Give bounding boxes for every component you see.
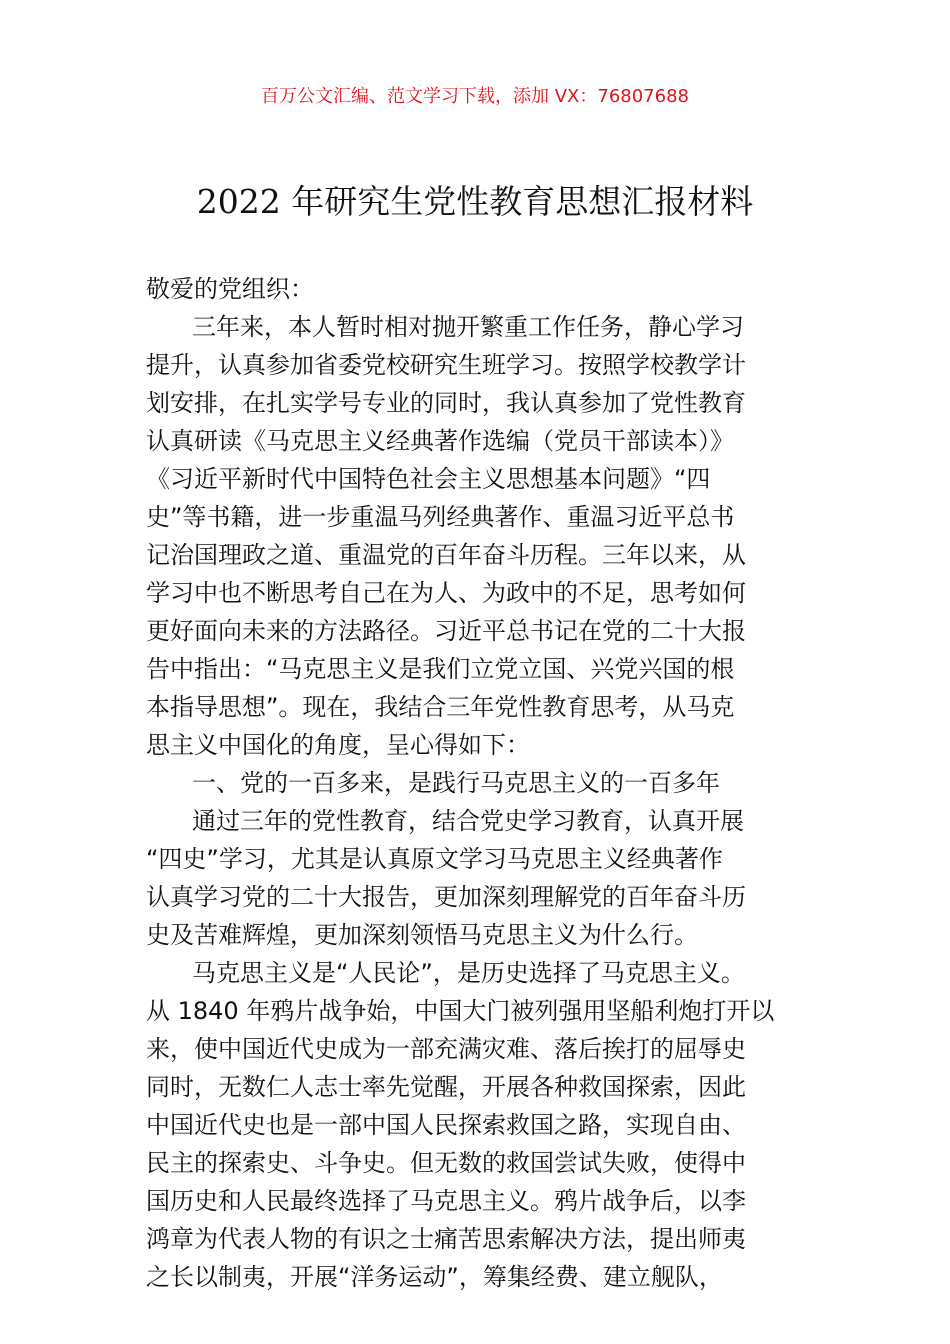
section-heading: 一、党的一百多来，是践行马克思主义的一百多年: [192, 769, 720, 797]
paragraph-line: 国历史和人民最终选择了马克思主义。鸦片战争后，以李: [146, 1187, 746, 1215]
paragraph-line: 学习中也不断思考自己在为人、为政中的不足，思考如何: [146, 579, 746, 607]
paragraph-line: 三年来，本人暂时相对抛开繁重工作任务，静心学习: [192, 313, 744, 341]
document-title: 2022 年研究生党性教育思想汇报材料: [196, 182, 754, 221]
paragraph-line: 通过三年的党性教育，结合党史学习教育，认真开展: [192, 807, 744, 835]
paragraph-line: 马克思主义是“人民论”，是历史选择了马克思主义。: [192, 959, 745, 987]
paragraph-line: 记治国理政之道、重温党的百年奋斗历程。三年以来，从: [146, 541, 746, 569]
paragraph-line: 来，使中国近代史成为一部充满灾难、落后挨打的屈辱史: [146, 1035, 746, 1063]
paragraph-line: 鸿章为代表人物的有识之士痛苦思索解决方法，提出师夷: [146, 1225, 746, 1253]
paragraph-line: 认真学习党的二十大报告，更加深刻理解党的百年奋斗历: [146, 883, 746, 911]
paragraph-line: 本指导思想”。现在，我结合三年党性教育思考，从马克: [146, 693, 735, 721]
document-body: [146, 270, 826, 1296]
paragraph-line: 同时，无数仁人志士率先觉醒，开展各种救国探索，因此: [146, 1073, 746, 1101]
paragraph-line: 中国近代史也是一部中国人民探索救国之路，实现自由、: [146, 1111, 746, 1139]
paragraph-line: 划安排，在扎实学号专业的同时，我认真参加了党性教育: [146, 389, 746, 417]
paragraph-line: 认真研读《马克思主义经典著作选编（党员干部读本）》: [146, 427, 734, 455]
paragraph-line: 史”等书籍，进一步重温马列经典著作、重温习近平总书: [146, 503, 735, 531]
paragraph-line: 从 1840 年鸦片战争始，中国大门被列强用坚船利炮打开以: [146, 997, 775, 1025]
paragraph-line: 民主的探索史、斗争史。但无数的救国尝试失败，使得中: [146, 1149, 746, 1177]
salutation-line: 敬爱的党组织：: [146, 275, 314, 303]
paragraph-line: 之长以制夷，开展“洋务运动”，筹集经费、建立舰队，: [146, 1263, 723, 1291]
paragraph-line: 思主义中国化的角度，呈心得如下：: [146, 731, 530, 759]
paragraph-line: 《习近平新时代中国特色社会主义思想基本问题》“四: [146, 465, 711, 493]
paragraph-line: 告中指出：“马克思主义是我们立党立国、兴党兴国的根: [146, 655, 735, 683]
paragraph-line: “四史”学习，尤其是认真原文学习马克思主义经典著作: [146, 845, 723, 873]
header-note: 百万公文汇编、范文学习下载，添加 VX：76807688: [261, 86, 689, 107]
paragraph-line: 更好面向未来的方法路径。习近平总书记在党的二十大报: [146, 617, 746, 645]
paragraph-line: 史及苦难辉煌，更加深刻领悟马克思主义为什么行。: [146, 921, 698, 949]
paragraph-line: 提升，认真参加省委党校研究生班学习。按照学校教学计: [146, 351, 746, 379]
